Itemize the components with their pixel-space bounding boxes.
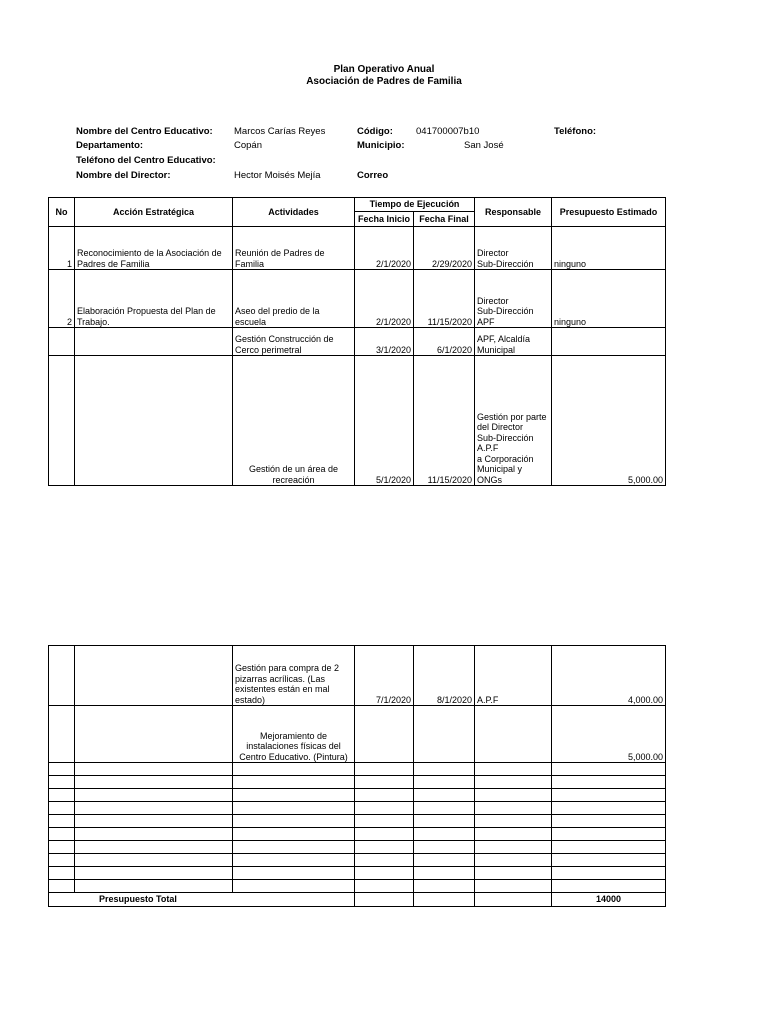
plan-table — [48, 197, 666, 486]
cell-no — [49, 356, 75, 486]
cell-final: 11/15/2020 — [414, 356, 475, 486]
cell-responsable: Director Sub-Dirección APF — [475, 270, 552, 328]
empty-row — [49, 854, 666, 867]
cell-inicio: 2/1/2020 — [355, 270, 414, 328]
empty-row — [49, 789, 666, 802]
cell-presupuesto: 5,000.00 — [552, 356, 666, 486]
centro-label: Nombre del Centro Educativo: — [76, 126, 213, 137]
table-row — [49, 356, 666, 486]
correo-label: Correo — [357, 170, 389, 181]
empty-row — [49, 828, 666, 841]
cell-inicio: 7/1/2020 — [355, 646, 414, 706]
cell-actividad: Mejoramiento de instalaciones físicas del Centro Educativo. (Pintura) — [233, 706, 355, 763]
cell-inicio: 3/1/2020 — [355, 328, 414, 356]
director-value: Hector Moisés Mejía — [234, 170, 321, 181]
table-row — [49, 706, 666, 763]
telefono-centro-label: Teléfono del Centro Educativo: — [76, 155, 216, 166]
cell-accion — [75, 646, 233, 706]
codigo-value: 041700007b10 — [416, 126, 480, 137]
table-row — [49, 227, 666, 270]
cell-accion: Reconocimiento de la Asociación de Padres de Familia — [75, 227, 233, 270]
cell-presupuesto — [552, 328, 666, 356]
cell-responsable: A.P.F — [475, 646, 552, 706]
cell-no — [49, 646, 75, 706]
cell-inicio: 2/1/2020 — [355, 227, 414, 270]
cell-inicio: 5/1/2020 — [355, 356, 414, 486]
empty-row — [49, 841, 666, 854]
header-fecha-final: Fecha Final — [414, 212, 475, 227]
header-accion: Acción Estratégica — [75, 198, 233, 227]
cell-presupuesto: ninguno — [552, 270, 666, 328]
municipio-value: San José — [464, 140, 504, 151]
centro-value: Marcos Carías Reyes — [234, 126, 326, 137]
empty-row — [49, 802, 666, 815]
cell-responsable: Director Sub-Dirección — [475, 227, 552, 270]
cell-no — [49, 328, 75, 356]
cell-final: 11/15/2020 — [414, 270, 475, 328]
municipio-label: Municipio: — [357, 140, 405, 151]
table-row — [49, 328, 666, 356]
header-no: No — [49, 198, 75, 227]
cell-presupuesto: 4,000.00 — [552, 646, 666, 706]
empty-row — [49, 763, 666, 776]
cell-responsable: Gestión por parte del Director Sub-Dirección A.P.F a Corporación Municipal y ONGs — [475, 356, 552, 486]
cell-final — [414, 706, 475, 763]
director-label: Nombre del Director: — [76, 170, 171, 181]
cell-accion: Elaboración Propuesta del Plan de Trabajo. — [75, 270, 233, 328]
header-responsable: Responsable — [475, 198, 552, 227]
total-label: Presupuesto Total — [49, 893, 355, 907]
cell-final: 2/29/2020 — [414, 227, 475, 270]
document-title: Plan Operativo Anual — [333, 64, 435, 75]
total-row — [49, 893, 666, 907]
header-fecha-inicio: Fecha Inicio — [355, 212, 414, 227]
codigo-label: Código: — [357, 126, 393, 137]
cell-actividad: Reunión de Padres de Familia — [233, 227, 355, 270]
cell-presupuesto: ninguno — [552, 227, 666, 270]
cell-actividad: Gestión para compra de 2 pizarras acrílicas. (Las existentes están en mal estado) — [233, 646, 355, 706]
cell-presupuesto: 5,000.00 — [552, 706, 666, 763]
header-actividades: Actividades — [233, 198, 355, 227]
cell-final: 8/1/2020 — [414, 646, 475, 706]
cell-no: 2 — [49, 270, 75, 328]
total-value: 14000 — [552, 893, 666, 907]
cell-no: 1 — [49, 227, 75, 270]
telefono-label: Teléfono: — [554, 126, 597, 137]
table-row — [49, 646, 666, 706]
cell-accion — [75, 706, 233, 763]
cell-actividad: Gestión Construcción de Cerco perimetral — [233, 328, 355, 356]
cell-actividad: Aseo del predio de la escuela — [233, 270, 355, 328]
empty-row — [49, 880, 666, 893]
header-tiempo: Tiempo de Ejecución — [355, 198, 475, 212]
header-presupuesto: Presupuesto Estimado — [552, 198, 666, 227]
cell-actividad: Gestión de un área de recreación — [233, 356, 355, 486]
cell-final: 6/1/2020 — [414, 328, 475, 356]
departamento-value: Copán — [234, 140, 262, 151]
empty-row — [49, 867, 666, 880]
cell-no — [49, 706, 75, 763]
cell-responsable: APF, Alcaldía Municipal — [475, 328, 552, 356]
plan-table-continuation — [48, 645, 666, 907]
cell-accion — [75, 328, 233, 356]
empty-row — [49, 776, 666, 789]
document-subtitle: Asociación de Padres de Familia — [306, 76, 462, 87]
cell-responsable — [475, 706, 552, 763]
table-row — [49, 270, 666, 328]
cell-accion — [75, 356, 233, 486]
cell-inicio — [355, 706, 414, 763]
departamento-label: Departamento: — [76, 140, 144, 151]
empty-row — [49, 815, 666, 828]
